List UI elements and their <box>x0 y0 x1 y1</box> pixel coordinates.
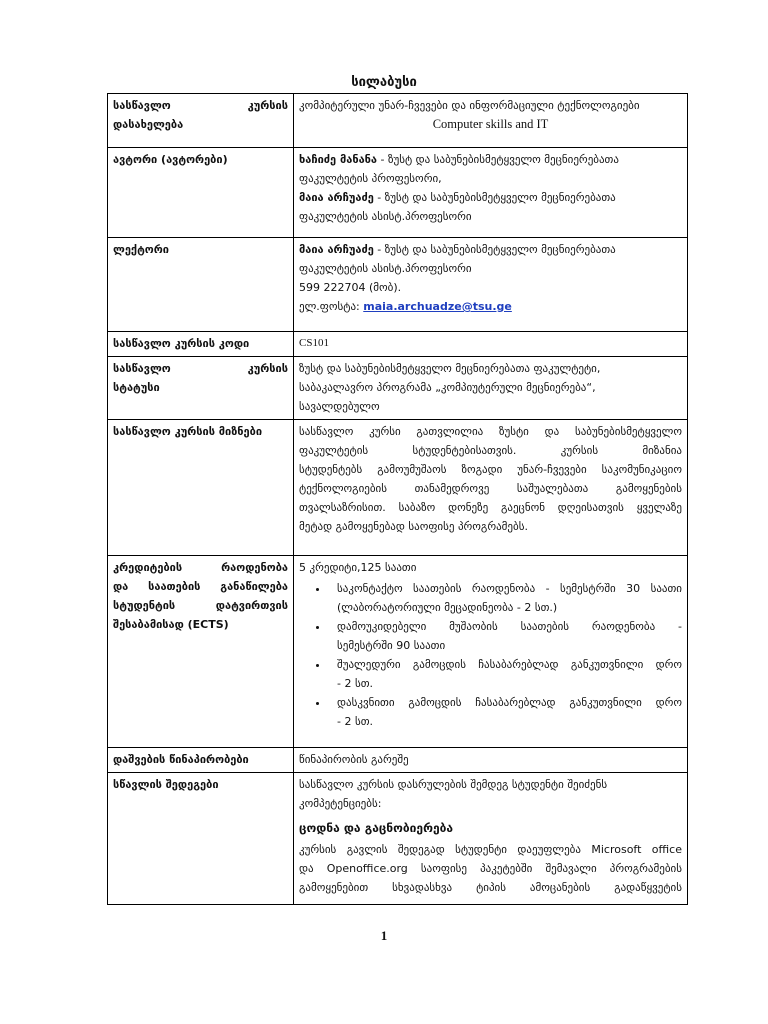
authors-label: ავტორი (ავტორები) <box>108 148 294 238</box>
list-item-line: (ლაბორატორიული მეცადინეობა - 2 სთ.) <box>337 601 558 614</box>
list-item-line: სემესტრში 90 საათი <box>337 639 446 652</box>
aims-line: მეტად გამოყენებად საოფისე პროგრამებს. <box>299 520 528 533</box>
author2-name: მაია არჩუაძე <box>299 191 374 204</box>
author1-role: - ზუსტ და საბუნებისმეტყველო მეცნიერებათა <box>377 153 619 166</box>
list-item-line: - 2 სთ. <box>337 677 374 690</box>
author1-role-cont: ფაკულტეტის პროფესორი, <box>299 172 442 185</box>
outcomes-intro: სასწავლო კურსის დასრულების შემდეგ სტუდენტი შეიძენს <box>299 778 608 791</box>
label-line: შესაბამისად (ECTS) <box>113 618 229 631</box>
aims-label: სასწავლო კურსის მიზნები <box>108 420 294 556</box>
email-link[interactable]: maia.archuadze@tsu.ge <box>363 300 512 313</box>
list-item <box>329 579 682 617</box>
list-item-line: • დასკვნითი გამოცდის ჩასაბარებლად განკუთვნილი დრო <box>337 696 682 709</box>
list-item-line: • საკონტაქტო საათების რაოდენობა - სემესტრში 30 საათი <box>337 582 682 595</box>
prerequisites-label: დაშვების წინაპირობები <box>108 748 294 773</box>
row-course-name <box>108 94 688 148</box>
prerequisites-value: წინაპირობის გარეშე <box>294 748 688 773</box>
aims-line: სასწავლო კურსი გათვლილია ზუსტი და საბუნებისმეტყველო <box>299 425 682 438</box>
outcomes-line: და Openoffice.org საოფისე პაკეტებში შემავალი პროგრამების <box>299 862 682 875</box>
row-authors <box>108 148 688 238</box>
course-name-label <box>108 94 294 148</box>
row-outcomes <box>108 773 688 905</box>
lecturer-role-cont: ფაკულტეტის ასისტ.პროფესორი <box>299 262 472 275</box>
list-item <box>329 693 682 731</box>
author2-role-cont: ფაკულტეტის ასისტ.პროფესორი <box>299 210 472 223</box>
label-line: სტატუსი <box>113 381 160 394</box>
aims-value <box>294 420 688 556</box>
label-line: დასახელება <box>113 118 184 131</box>
row-credits <box>108 556 688 748</box>
credits-label <box>108 556 294 748</box>
aims-line: ტექნოლოგიების თანამედროვე საშუალებათა გამოყენების <box>299 482 682 495</box>
page-number: 1 <box>380 928 388 943</box>
authors-value <box>294 148 688 238</box>
label-line: სტუდენტის დატვირთვის <box>113 599 288 612</box>
course-code-value: CS101 <box>294 332 688 357</box>
course-name-value <box>294 94 688 148</box>
outcomes-intro-cont: კომპეტენციებს: <box>299 797 382 810</box>
label-line: და საათების განაწილება <box>113 580 288 593</box>
list-item <box>329 617 682 655</box>
row-aims <box>108 420 688 556</box>
email-label: ელ.ფოსტა: <box>299 300 364 313</box>
outcomes-value <box>294 773 688 905</box>
lecturer-role: - ზუსტ და საბუნებისმეტყველო მეცნიერებათა <box>373 243 616 256</box>
list-item-line: • შუალედური გამოცდის ჩასაბარებლად განკუთვნილი დრო <box>337 658 682 671</box>
list-item-line: • დამოუკიდებელი მუშაობის საათების რაოდენობა - <box>337 620 682 633</box>
label-line: სასწავლო კურსის <box>113 362 288 375</box>
label-line: სასწავლო კურსის <box>113 99 288 112</box>
status-label <box>108 357 294 420</box>
course-name-english: Computer skills and IT <box>432 117 549 131</box>
status-value <box>294 357 688 420</box>
label-line: კრედიტების რაოდენობა <box>113 561 288 574</box>
credits-list <box>299 579 682 731</box>
syllabus-table <box>107 93 688 905</box>
credits-value <box>294 556 688 748</box>
outcomes-heading: ცოდნა და გაცნობიერება <box>299 821 454 835</box>
aims-line: ფაკულტეტის სტუდენტებისათვის. კურსის მიზანია <box>299 444 682 457</box>
list-item <box>329 655 682 693</box>
page-title: სილაბუსი <box>351 75 417 90</box>
author1-name: ხაჩიძე მანანა <box>299 153 378 166</box>
lecturer-value <box>294 238 688 332</box>
lecturer-name: მაია არჩუაძე <box>299 243 374 256</box>
outcomes-label: სწავლის შედეგები <box>108 773 294 905</box>
row-status <box>108 357 688 420</box>
status-line: საბაკალავრო პროგრამა „კომპიუტერული მეცნიერება“, <box>299 381 596 394</box>
course-code-label: სასწავლო კურსის კოდი <box>108 332 294 357</box>
row-prerequisites <box>108 748 688 773</box>
outcomes-line: გამოყენებით სხვადასხვა ტიპის ამოცანების გადაწყვეტის <box>299 881 682 894</box>
aims-line: თვალსაზრისით. საბაზო დონეზე გაეცნონ დღეისათვის ყველაზე <box>299 501 682 514</box>
credits-summary: 5 კრედიტი,125 საათი <box>299 561 417 574</box>
outcomes-line: კურსის გავლის შედეგად სტუდენტი დაეუფლება Microsoft office <box>299 843 682 856</box>
row-lecturer <box>108 238 688 332</box>
row-course-code <box>108 332 688 357</box>
status-line: სავალდებულო <box>299 400 380 413</box>
list-item-line: - 2 სთ. <box>337 715 374 728</box>
author2-role: - ზუსტ და საბუნებისმეტყველო მეცნიერებათა <box>373 191 616 204</box>
status-line: ზუსტ და საბუნებისმეტყველო მეცნიერებათა ფაკულტეტი, <box>299 362 601 375</box>
lecturer-label: ლექტორი <box>108 238 294 332</box>
lecturer-phone: 599 222704 (მობ). <box>299 281 402 294</box>
course-name-georgian: კომპიტერული უნარ-ჩვევები და ინფორმაციული ტექნოლოგიები <box>299 99 640 112</box>
aims-line: სტუდენტებს გამოუმუშაოს ზოგადი უნარ-ჩვევები საკომუნიკაციო <box>299 463 682 476</box>
